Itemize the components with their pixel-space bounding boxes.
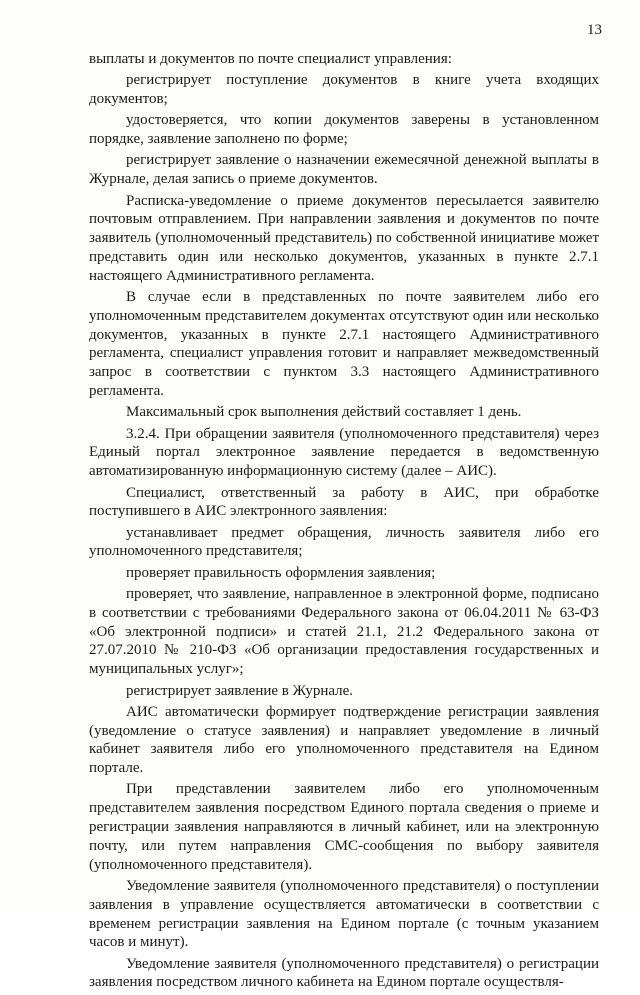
- body-paragraph: проверяет правильность оформления заявления;: [126, 564, 436, 581]
- page-number: 13: [587, 22, 602, 38]
- body-paragraph: Уведомление заявителя (уполномоченного представителя) о поступлении заявления в управление осуществляется автоматически в соответствии с временем регистрации заявления на Едином портале (с точным указанием часов и минут).: [89, 877, 599, 951]
- body-paragraph: Уведомление заявителя (уполномоченного представителя) о регистрации заявления посредством личного кабинета на Едином портале осуществля-: [89, 955, 599, 991]
- body-paragraph: В случае если в представленных по почте заявителем либо его уполномоченным представителем документах отсутствуют один или несколько документов, указанных в пункте 2.7.1 настоящего Административного регламента, специалист управления готовит и направляет межведомственный запрос в соответствии с пунктом 3.3 настоящего Административного регламента.: [89, 289, 599, 400]
- body-paragraph: Расписка-уведомление о приеме документов пересылается заявителю почтовым отправлением. При направлении заявления и документов по почте заявитель (уполномоченный представитель) по собственной инициативе может представить один или несколько документов, указанных в пункте 2.7.1 настоящего Административного регламента.: [89, 192, 599, 284]
- body-paragraph: регистрирует заявление в Журнале.: [126, 682, 354, 699]
- body-paragraph: Максимальный срок выполнения действий составляет 1 день.: [126, 404, 522, 421]
- body-paragraph: При представлении заявителем либо его уполномоченным представителем заявления посредством Единого портала сведения о приеме и регистрации заявления направляются в личный кабинет, или на электронную почту, или путем направления СМС-сообщения по выбору заявителя (уполномоченного представителя).: [89, 781, 599, 873]
- body-paragraph: АИС автоматически формирует подтверждение регистрации заявления (уведомление о статусе заявления) и направляет уведомление в личный кабинет заявителя либо его уполномоченного представителя на Едином портале.: [89, 703, 599, 777]
- body-paragraph: Специалист, ответственный за работу в АИС, при обработке поступившего в АИС электронного заявления:: [89, 484, 599, 520]
- body-paragraph: удостоверяется, что копии документов заверены в установленном порядке, заявление заполнено по форме;: [89, 112, 599, 148]
- document-body: [89, 50, 599, 995]
- body-paragraph: 3.2.4. При обращении заявителя (уполномоченного представителя) через Единый портал электронное заявление передается в ведомственную автоматизированную информационную систему (далее – АИС).: [89, 425, 599, 480]
- body-paragraph: регистрирует поступление документов в книге учета входящих документов;: [89, 72, 599, 108]
- body-paragraph: устанавливает предмет обращения, личность заявителя либо его уполномоченного представителя;: [89, 524, 599, 560]
- body-paragraph: регистрирует заявление о назначении ежемесячной денежной выплаты в Журнале, делая запись о приеме документов.: [89, 152, 599, 188]
- body-paragraph: выплаты и документов по почте специалист управления:: [89, 51, 452, 67]
- body-paragraph: проверяет, что заявление, направленное в электронной форме, подписано в соответствии с требованиями Федерального закона от 06.04.2011 № 63-ФЗ «Об электронной подписи» и статей 21.1, 21.2 Федерального закона от 27.07.2010 № 210-ФЗ «Об организации предоставления государственных и муниципальных услуг»;: [89, 586, 599, 678]
